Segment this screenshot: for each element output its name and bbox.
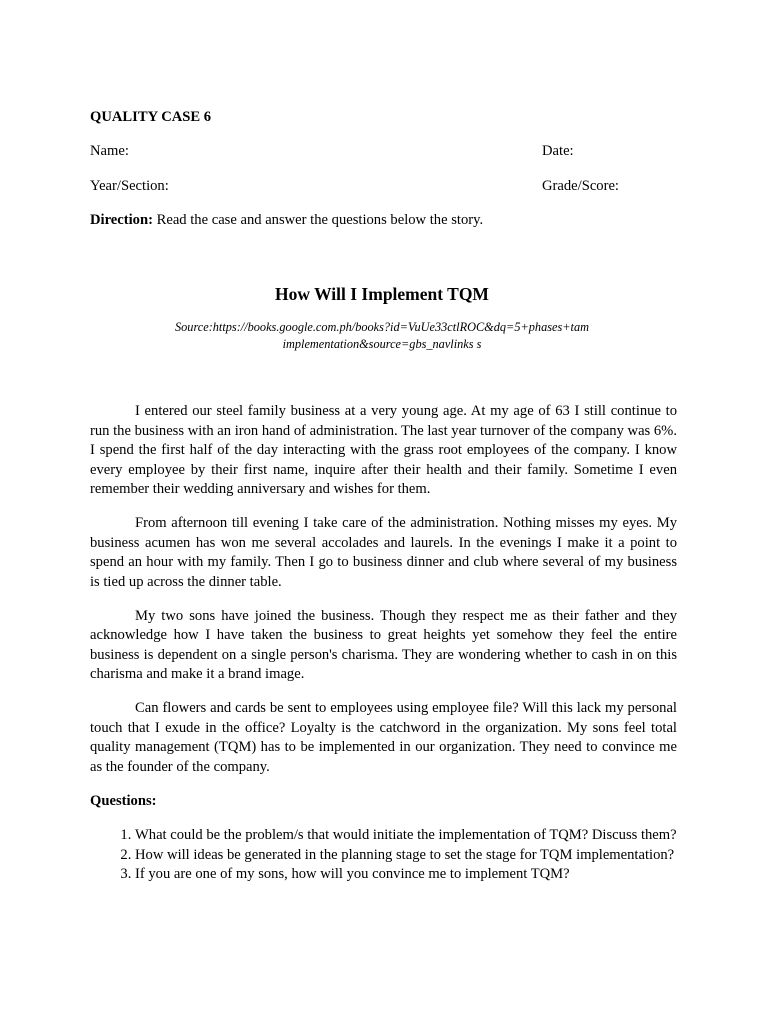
case-title: QUALITY CASE 6 bbox=[90, 109, 212, 125]
date-label: Date: bbox=[542, 143, 574, 159]
questions-list bbox=[90, 826, 677, 885]
story-title: How Will I Implement TQM bbox=[275, 284, 489, 304]
year-section-label: Year/Section: bbox=[90, 178, 169, 194]
story-body bbox=[90, 402, 677, 792]
story-paragraph: Can flowers and cards be sent to employees using employee file? Will this lack my personal touch that I exude in the office? Loyalty is the catchword in the organization. My sons feel total quality management (TQM) has to be implemented in our organization. They need to convince me as the founder of the company. bbox=[90, 700, 677, 775]
story-paragraph: My two sons have joined the business. Though they respect me as their father and they acknowledge how I have taken the business to great heights yet somehow they feel the entire business is dependent on a single person's charisma. They are wondering whether to cash in on this charisma and make it a brand image. bbox=[90, 607, 677, 682]
question-item: 2. How will ideas be generated in the planning stage to set the stage for TQM implementation? bbox=[135, 846, 677, 866]
direction-label: Direction: bbox=[90, 212, 153, 228]
story-paragraph: From afternoon till evening I take care of the administration. Nothing misses my eyes. My business acumen has won me several accolades and laurels. In the evenings I make it a point to spend an hour with my family. Then I go to business dinner and club where several of my business is tied up across the dinner table. bbox=[90, 515, 677, 590]
direction-text: Read the case and answer the questions below the story. bbox=[152, 212, 484, 228]
story-source: Source:https://books.google.com.ph/books?id=VuUe33ctlROC&dq=5+phases+tam implementation&source=gbs_navlinks s bbox=[175, 320, 589, 351]
direction-line bbox=[90, 211, 483, 231]
name-label: Name: bbox=[90, 143, 129, 159]
name-date-row bbox=[90, 142, 676, 162]
questions-heading: Questions: bbox=[90, 793, 157, 809]
section-grade-row bbox=[90, 177, 676, 197]
question-item: 1. What could be the problem/s that would initiate the implementation of TQM? Discuss them? bbox=[135, 826, 677, 846]
story-paragraph: I entered our steel family business at a very young age. At my age of 63 I still continue to run the business with an iron hand of administration. The last year turnover of the company was 6%. I spend the first half of the day interacting with the grass root employees of the company. I know every employee by their first name, inquire after their health and their family. Sometime I even remember their wedding anniversary and wishes for them. bbox=[90, 403, 677, 497]
question-item: 3. If you are one of my sons, how will you convince me to implement TQM? bbox=[135, 865, 677, 885]
grade-score-label: Grade/Score: bbox=[542, 178, 619, 194]
